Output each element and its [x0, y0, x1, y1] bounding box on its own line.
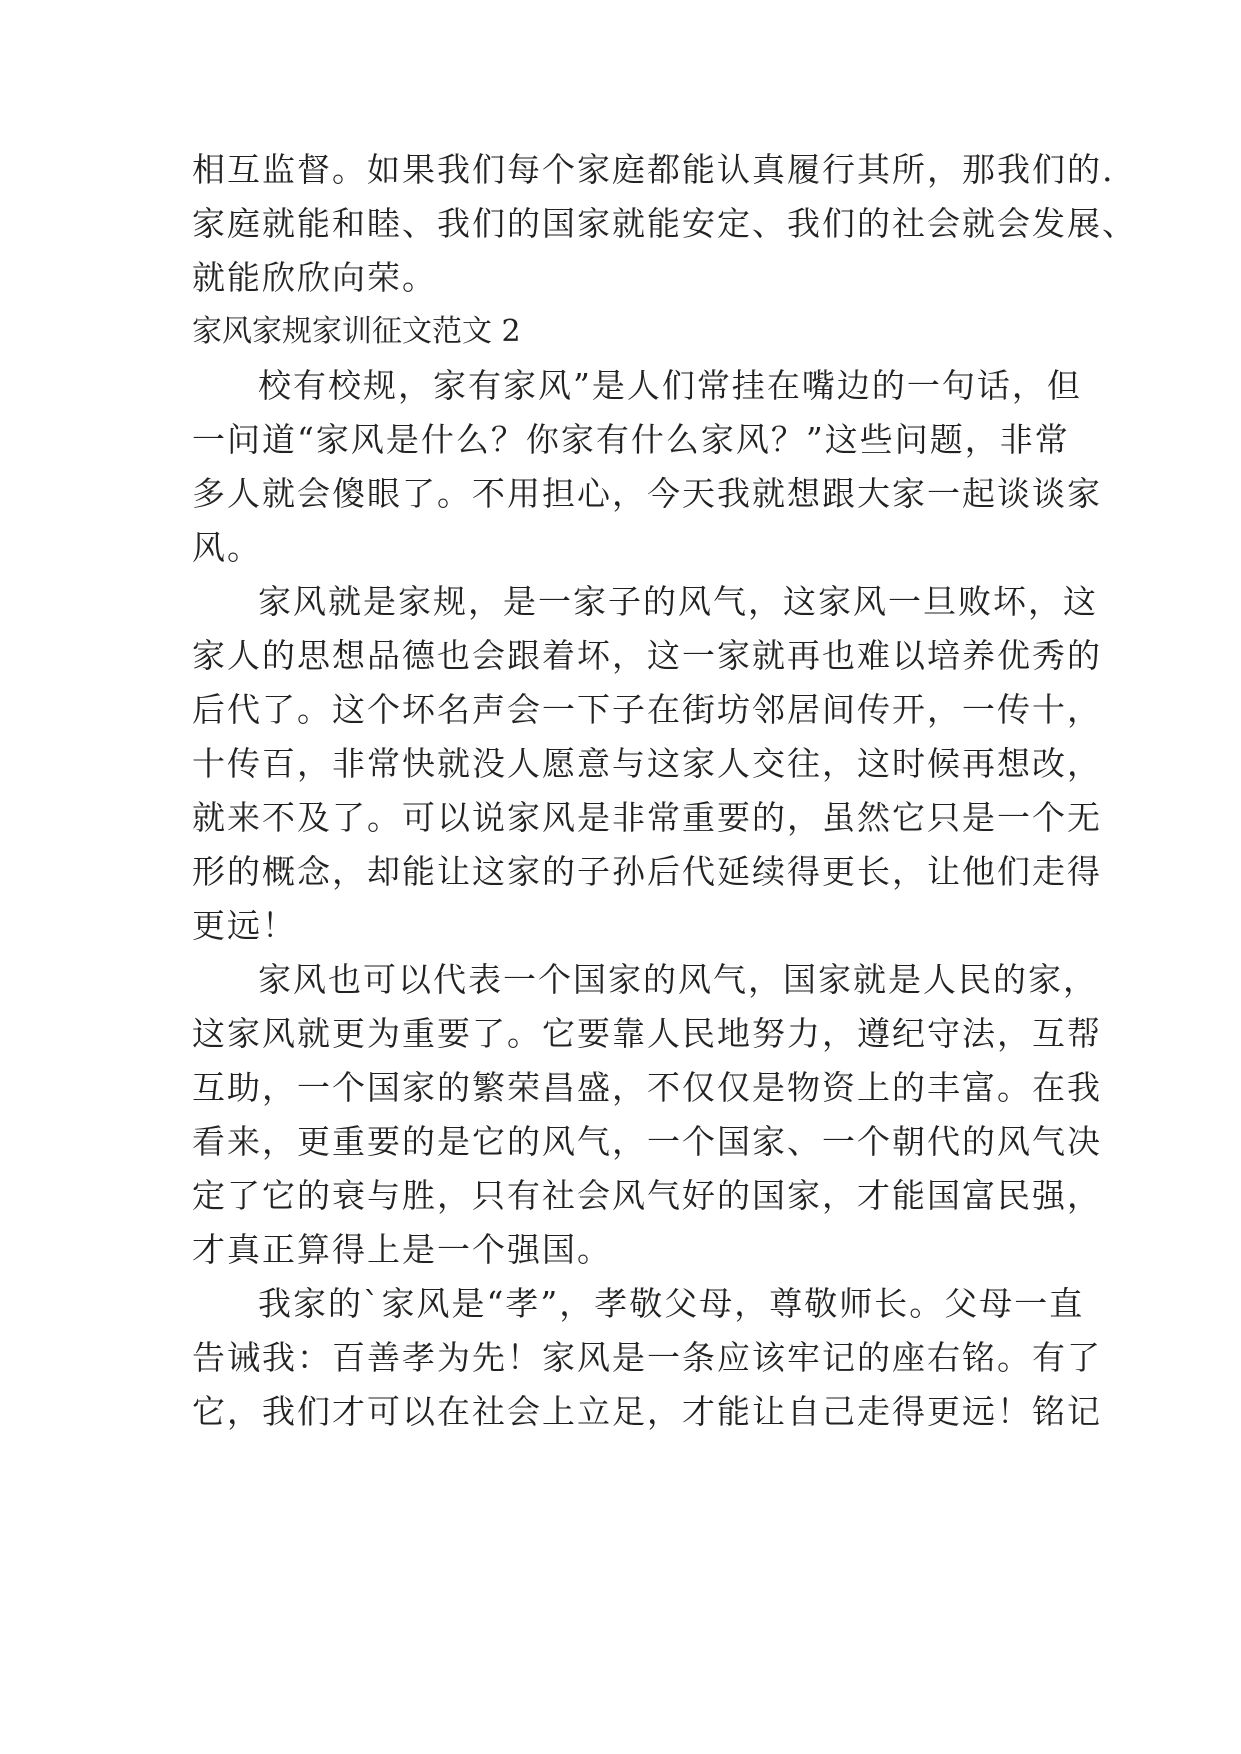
body-text-line: 这家风就更为重要了。它要靠人民地努力，遵纪守法，互帮: [192, 1014, 1102, 1053]
body-text-line: 告诫我：百善孝为先！家风是一条应该牢记的座右铭。有了: [192, 1338, 1102, 1377]
body-text-line: 后代了。这个坏名声会一下子在街坊邻居间传开，一传十，: [192, 690, 1102, 729]
body-text-line: 看来，更重要的是它的风气，一个国家、一个朝代的风气决: [192, 1122, 1102, 1161]
body-text-line: 就来不及了。可以说家风是非常重要的，虽然它只是一个无: [192, 798, 1102, 837]
body-text-line: 一问道“家风是什么？你家有什么家风？”这些问题，非常: [192, 420, 1070, 459]
body-text-line: 它，我们才可以在社会上立足，才能让自己走得更远！铭记: [192, 1392, 1102, 1431]
body-text-line: 家庭就能和睦、我们的国家就能安定、我们的社会就会发展、: [192, 204, 1137, 243]
paragraph-first-line: 校有校规，家有家风”是人们常挂在嘴边的一句话，但: [258, 366, 1082, 405]
body-text-line: 就能欣欣向荣。: [192, 258, 437, 297]
body-text-line: 定了它的衰与胜，只有社会风气好的国家，才能国富民强，: [192, 1176, 1102, 1215]
body-text-line: 家人的思想品德也会跟着坏，这一家就再也难以培养优秀的: [192, 636, 1102, 675]
body-text-line: 形的概念，却能让这家的子孙后代延续得更长，让他们走得: [192, 852, 1102, 891]
body-text-line: 风。: [192, 528, 262, 567]
body-text-line: 相互监督。如果我们每个家庭都能认真履行其所，那我们的.: [192, 150, 1115, 189]
body-text-line: 多人就会傻眼了。不用担心，今天我就想跟大家一起谈谈家: [192, 474, 1102, 513]
body-text-line: 才真正算得上是一个强国。: [192, 1230, 612, 1269]
body-text-line: 更远！: [192, 906, 297, 945]
paragraph-first-line: 家风也可以代表一个国家的风气，国家就是人民的家，: [258, 960, 1098, 999]
body-text-line: 互助，一个国家的繁荣昌盛，不仅仅是物资上的丰富。在我: [192, 1068, 1102, 1107]
section-title: 家风家规家训征文范文 2: [192, 314, 521, 349]
body-text-line: 十传百，非常快就没人愿意与这家人交往，这时候再想改，: [192, 744, 1102, 783]
paragraph-first-line: 家风就是家规，是一家子的风气，这家风一旦败坏，这: [258, 582, 1098, 621]
paragraph-first-line: 我家的`家风是“孝”，孝敬父母，尊敬师长。父母一直: [258, 1284, 1085, 1323]
